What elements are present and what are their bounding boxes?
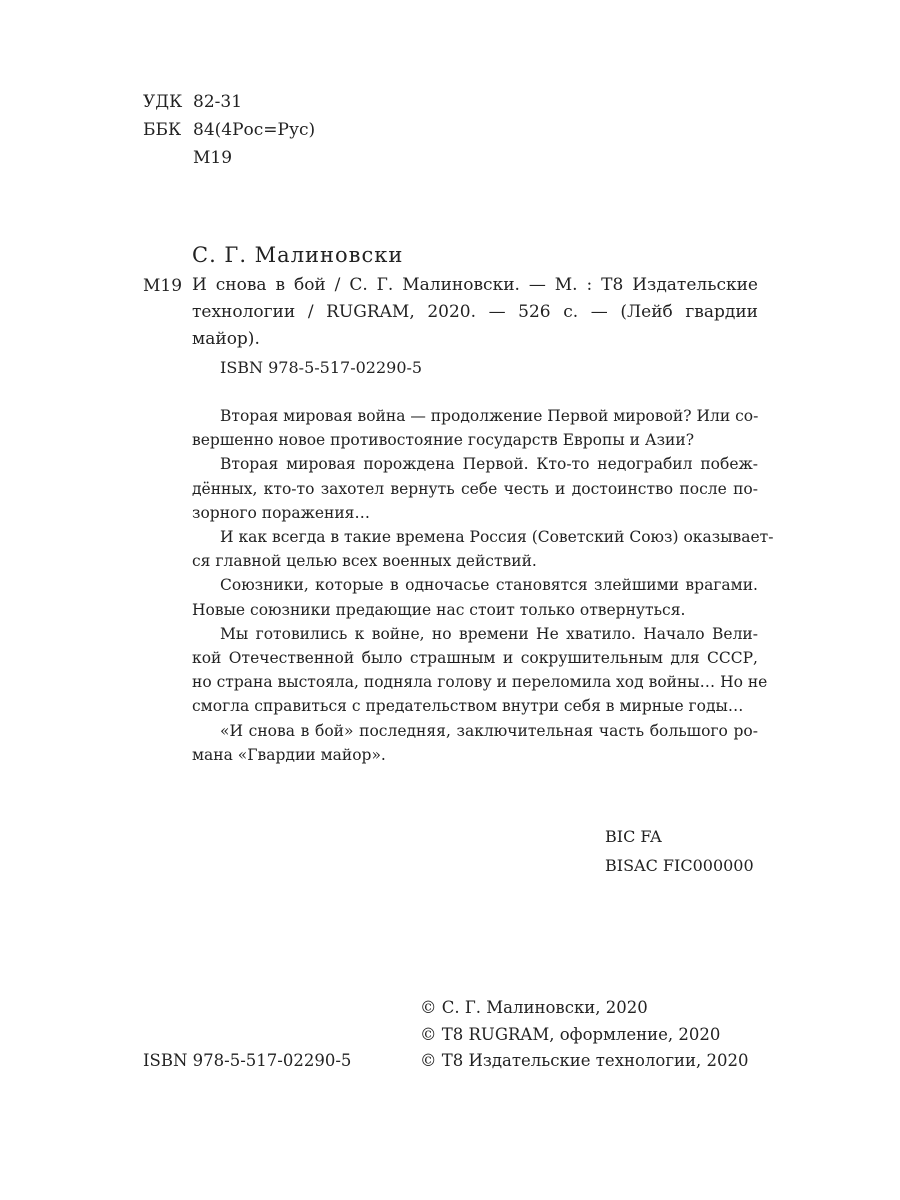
annotation-line: «И снова в бой» последняя, заключительная часть большого ро-	[220, 721, 758, 740]
annotation-line: вершенно новое противостояние государств Европы и Азии?	[192, 431, 695, 450]
classification-codes	[143, 88, 315, 172]
biblio-line: И снова в бой / С. Г. Малиновски. — М. : Т8 Издательские	[192, 275, 758, 295]
biblio-line: технологии / RUGRAM, 2020. — 526 с. — (Лейб гвардии майор).	[192, 302, 758, 349]
author-mark-row	[143, 144, 315, 172]
bbk-label: ББК	[143, 120, 182, 140]
annotation-line: кой Отечественной было страшным и сокрушительным для СССР,	[192, 649, 758, 668]
subject-codes	[605, 822, 754, 880]
annotation-line: но страна выстояла, подняла голову и переломила ход войны… Но не	[192, 673, 768, 692]
bic-code: BIC FA	[605, 827, 662, 846]
bisac-code: BISAC FIC000000	[605, 856, 754, 875]
author-mark-value: М19	[193, 148, 233, 168]
annotation-line: Вторая мировая война — продолжение Первой мировой? Или со-	[220, 407, 759, 425]
copyright-block	[420, 995, 748, 1075]
isbn-top: ISBN 978-5-517-02290-5	[220, 358, 423, 377]
annotation-line: Вторая мировая порождена Первой. Кто-то недограбил побеж-	[220, 455, 758, 474]
annotation-line: Мы готовились к войне, но времени Не хватило. Начало Вели-	[220, 624, 758, 643]
copyright-design: © Т8 RUGRAM, оформление, 2020	[420, 1024, 721, 1044]
bbk-row	[143, 116, 315, 144]
annotation-line: смогла справиться с предательством внутри себя в мирные годы…	[192, 697, 744, 716]
copyright-publisher: © Т8 Издательские технологии, 2020	[420, 1051, 749, 1070]
annotation	[192, 404, 774, 767]
author-mark-label	[143, 144, 193, 172]
author-heading: С. Г. Малиновски	[192, 243, 404, 267]
annotation-line: И как всегда в такие времена Россия (Советский Союз) оказывает-	[220, 528, 774, 547]
annotation-line: мана «Гвардии майор».	[192, 745, 386, 764]
annotation-line: ся главной целью всех военных действий.	[192, 552, 537, 571]
annotation-line: Союзники, которые в одночасье становятся злейшими врагами.	[220, 576, 758, 595]
annotation-line: зорного поражения…	[192, 503, 370, 522]
bbk-value: 84(4Рос=Рус)	[193, 120, 316, 140]
copyright-author: © С. Г. Малиновски, 2020	[420, 998, 648, 1017]
annotation-line: дённых, кто-то захотел вернуть себе честь и достоинство после по-	[192, 479, 758, 498]
udk-label: УДК	[143, 92, 183, 112]
udk-row	[143, 88, 315, 116]
udk-value: 82-31	[193, 92, 243, 112]
call-number: М19	[143, 276, 183, 296]
annotation-line: Новые союзники предающие нас стоит только отвернуться.	[192, 600, 686, 619]
isbn-bottom: ISBN 978-5-517-02290-5	[143, 1051, 352, 1070]
bibliographic-record	[192, 272, 758, 353]
